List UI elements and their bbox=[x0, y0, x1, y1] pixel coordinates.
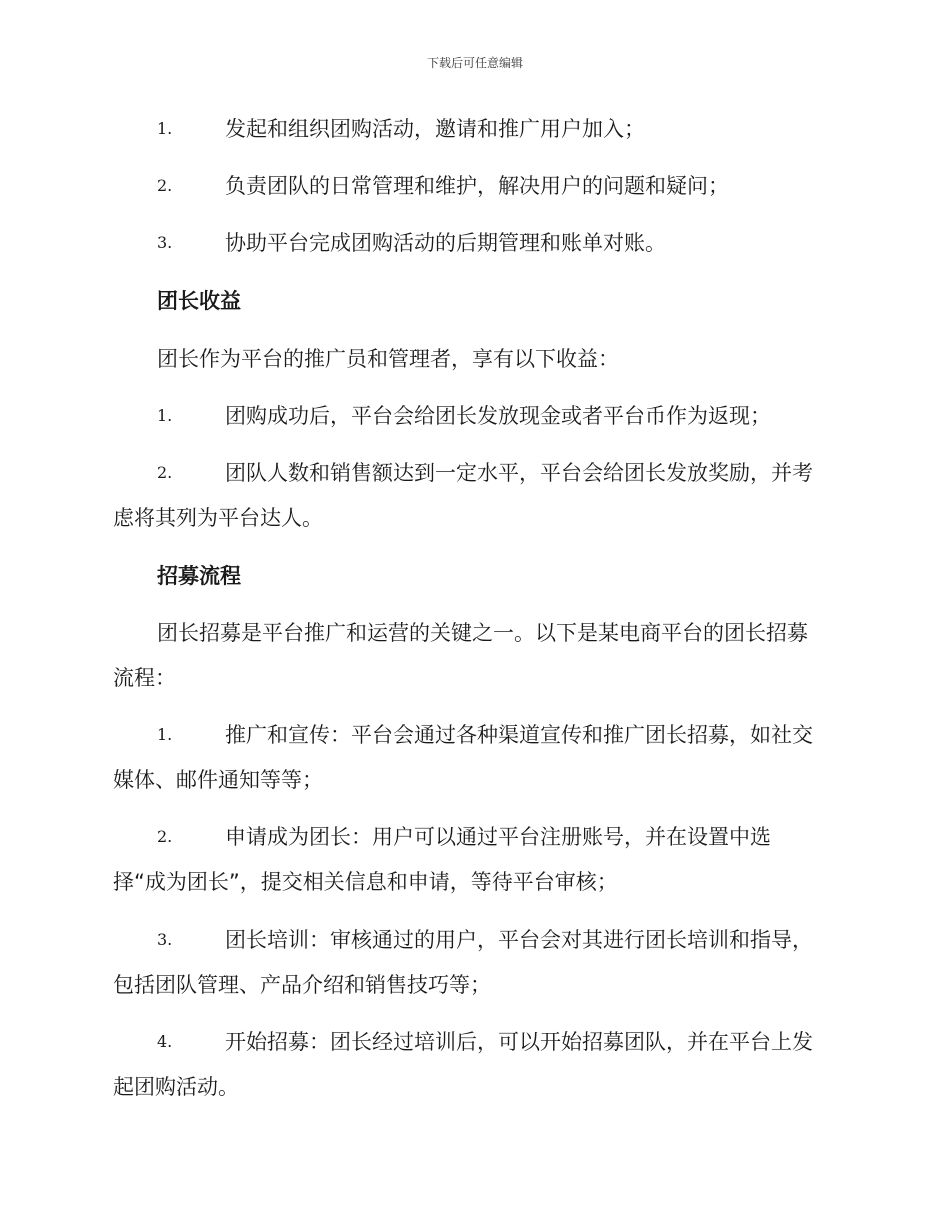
section-heading-recruit: 招募流程 bbox=[157, 564, 241, 588]
list-item-text: 推广和宣传：平台会通过各种渠道宣传和推广团长招募，如社交 bbox=[225, 723, 813, 747]
list-item-text: 择“成为团长”，提交相关信息和申请，等待平台审核； bbox=[113, 870, 618, 894]
list-item-text: 团队人数和销售额达到一定水平，平台会给团长发放奖励，并考 bbox=[225, 461, 813, 485]
list-number: 4. bbox=[157, 1032, 173, 1051]
paragraph: 团长作为平台的推广员和管理者，享有以下收益： bbox=[157, 347, 619, 371]
paragraph: 流程： bbox=[113, 666, 176, 690]
list-item-text: 发起和组织团购活动，邀请和推广用户加入； bbox=[225, 117, 645, 141]
list-number: 2. bbox=[157, 176, 173, 195]
list-number: 1. bbox=[157, 725, 173, 744]
list-item-text: 协助平台完成团购活动的后期管理和账单对账。 bbox=[225, 231, 666, 255]
list-item-text: 团长培训：审核通过的用户，平台会对其进行团长培训和指导， bbox=[225, 928, 813, 952]
list-number: 3. bbox=[157, 233, 173, 252]
list-item-text: 负责团队的日常管理和维护，解决用户的问题和疑问； bbox=[225, 174, 729, 198]
list-item-text: 虑将其列为平台达人。 bbox=[113, 506, 323, 530]
page-header: 下载后可任意编辑 bbox=[426, 56, 523, 70]
list-number: 3. bbox=[157, 930, 173, 949]
list-number: 1. bbox=[157, 119, 173, 138]
list-item-text: 包括团队管理、产品介绍和销售技巧等； bbox=[113, 973, 491, 997]
list-item-text: 团购成功后，平台会给团长发放现金或者平台币作为返现； bbox=[225, 404, 771, 428]
list-number: 1. bbox=[157, 406, 173, 425]
list-item-text: 申请成为团长：用户可以通过平台注册账号，并在设置中选 bbox=[225, 825, 771, 849]
section-heading-income: 团长收益 bbox=[157, 289, 241, 313]
list-number: 2. bbox=[157, 827, 173, 846]
list-item-text: 媒体、邮件通知等等； bbox=[113, 768, 323, 792]
list-item-text: 开始招募：团长经过培训后，可以开始招募团队，并在平台上发 bbox=[225, 1030, 813, 1054]
paragraph: 团长招募是平台推广和运营的关键之一。以下是某电商平台的团长招募 bbox=[157, 621, 808, 645]
list-number: 2. bbox=[157, 463, 173, 482]
list-item-text: 起团购活动。 bbox=[113, 1075, 239, 1099]
